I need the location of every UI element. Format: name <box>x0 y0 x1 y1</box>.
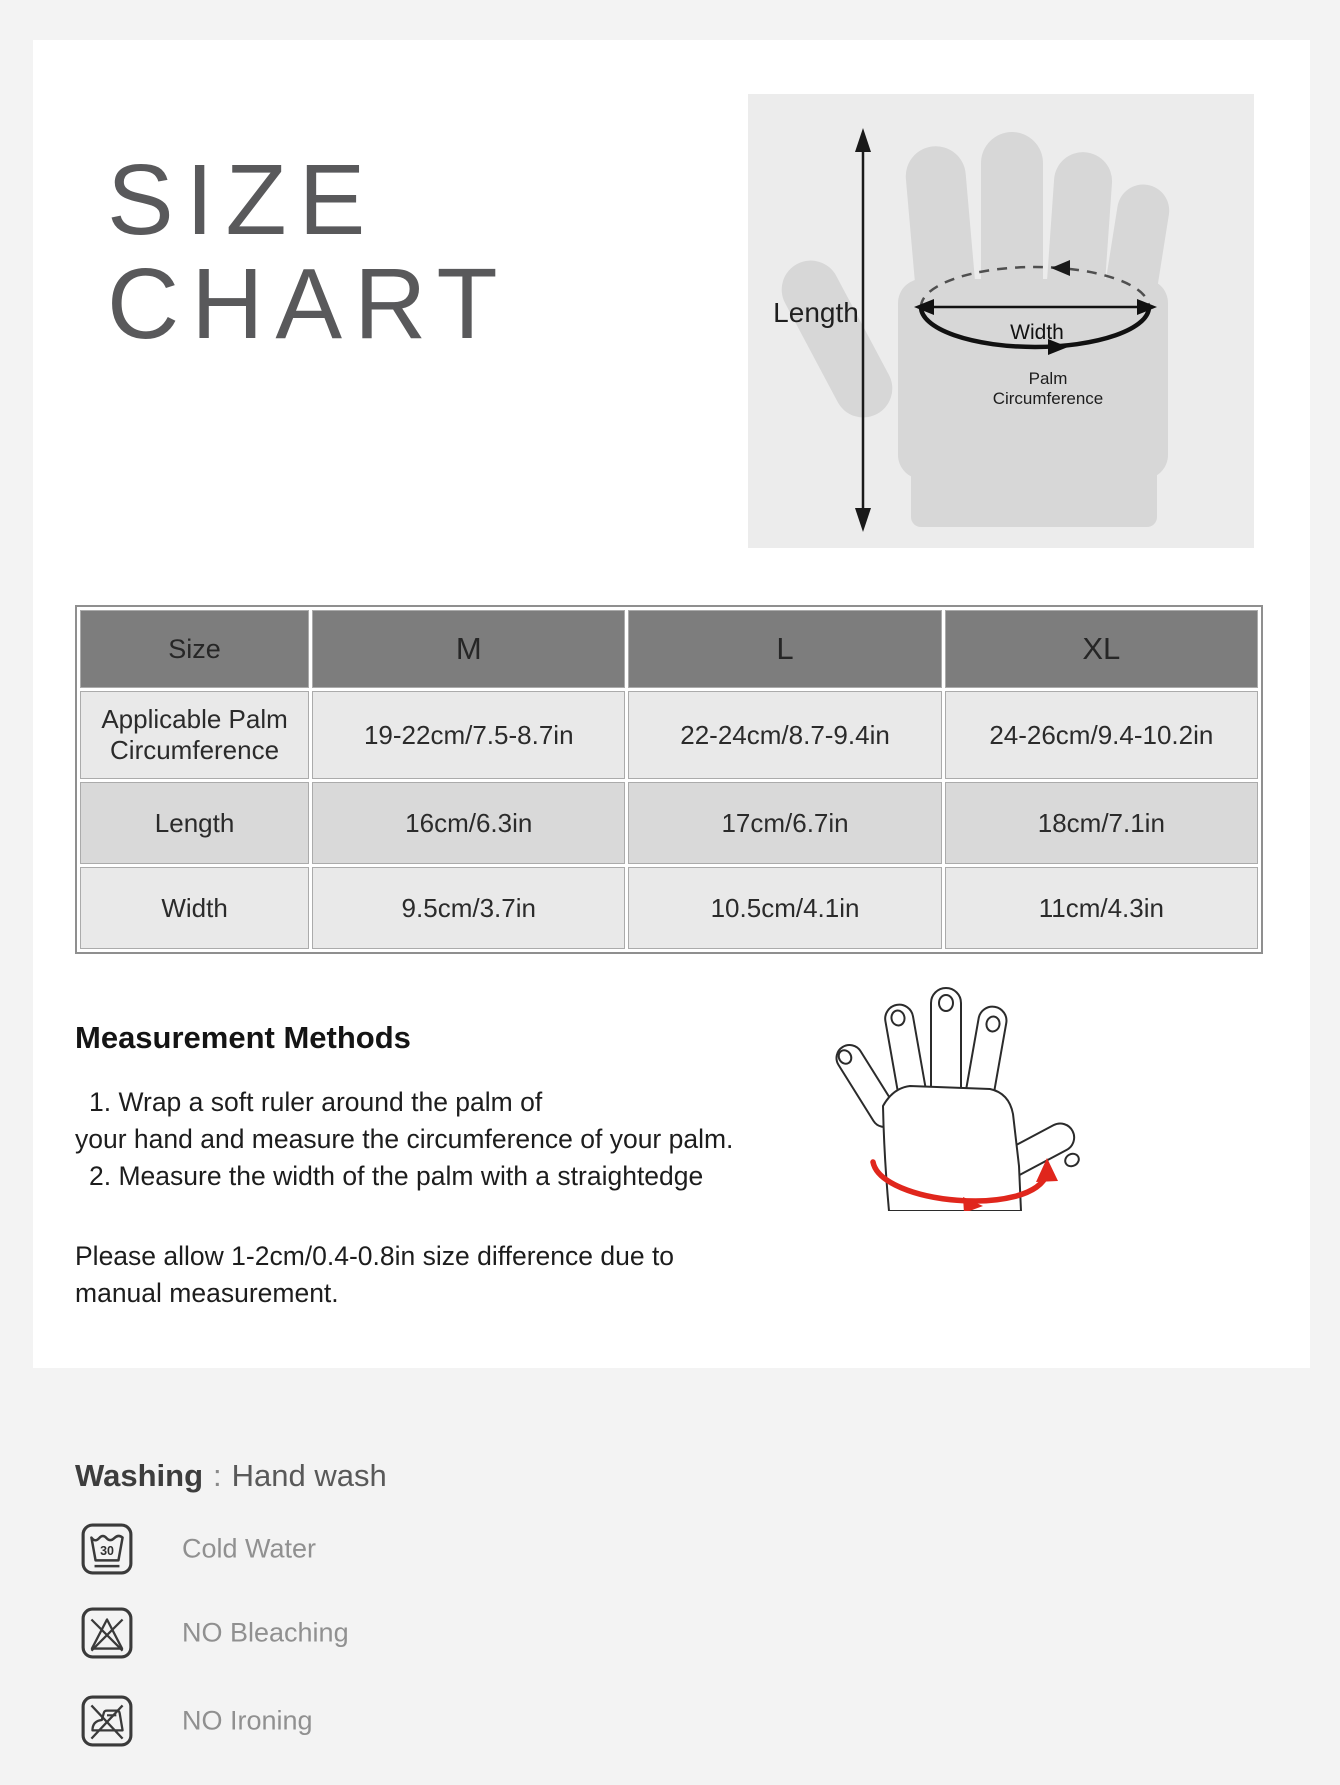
width-label: Width <box>1010 321 1064 344</box>
no-bleach-icon <box>80 1606 134 1660</box>
measurement-step2: 2. Measure the width of the palm with a straightedge <box>89 1161 704 1191</box>
size-table-container <box>75 605 1263 954</box>
no-iron-icon <box>80 1694 134 1748</box>
glove-illustration <box>748 94 1254 548</box>
measurement-note-line2: manual measurement. <box>75 1278 339 1308</box>
measurement-methods-heading: Measurement Methods <box>75 1020 411 1055</box>
length-label: Length <box>773 297 859 328</box>
table-row <box>80 691 1258 779</box>
washing-heading <box>75 1458 387 1494</box>
washing-heading-value: Hand wash <box>231 1458 387 1493</box>
table-row <box>80 782 1258 864</box>
measurement-step1: 1. Wrap a soft ruler around the palm of <box>89 1087 543 1117</box>
row-label-width: Width <box>80 867 309 949</box>
table-header-row <box>80 610 1258 688</box>
header-m: M <box>312 610 625 688</box>
washing-heading-separator: : <box>213 1458 222 1493</box>
glove-shape <box>771 132 1172 527</box>
cell-palm-l: 22-24cm/8.7-9.4in <box>628 691 941 779</box>
cell-length-xl: 18cm/7.1in <box>945 782 1258 864</box>
row-label-length: Length <box>80 782 309 864</box>
page-title <box>107 144 510 360</box>
hand-illustration <box>785 956 1105 1211</box>
palm-circumference-label-line2: Circumference <box>992 389 1104 408</box>
cell-width-l: 10.5cm/4.1in <box>628 867 941 949</box>
wash-temp-label: 30 <box>100 1544 114 1559</box>
row-label-palm-circumference: Applicable Palm Circumference <box>80 691 309 779</box>
measurement-step1-cont: your hand and measure the circumference of your palm. <box>75 1124 734 1154</box>
cell-palm-m: 19-22cm/7.5-8.7in <box>312 691 625 779</box>
header-xl: XL <box>945 610 1258 688</box>
size-table <box>75 605 1263 954</box>
glove-diagram <box>748 94 1254 548</box>
measurement-note <box>75 1238 715 1312</box>
cell-length-m: 16cm/6.3in <box>312 782 625 864</box>
washing-heading-label: Washing <box>75 1458 204 1493</box>
measurement-steps <box>75 1084 735 1195</box>
header-l: L <box>628 610 941 688</box>
cell-width-xl: 11cm/4.3in <box>945 867 1258 949</box>
cell-width-m: 9.5cm/3.7in <box>312 867 625 949</box>
measurement-note-line1: Please allow 1-2cm/0.4-0.8in size difference due to <box>75 1241 675 1271</box>
care-label-no-bleaching: NO Bleaching <box>182 1617 349 1648</box>
care-label-no-ironing: NO Ironing <box>182 1705 313 1736</box>
table-row <box>80 867 1258 949</box>
care-label-cold-water: Cold Water <box>182 1533 317 1564</box>
page-title-line1: SIZE <box>107 144 378 256</box>
page-title-line2: CHART <box>107 248 510 360</box>
cell-length-l: 17cm/6.7in <box>628 782 941 864</box>
content-card <box>33 40 1310 1368</box>
wash-30-icon <box>80 1522 134 1576</box>
hand-measurement-illustration <box>785 956 1105 1211</box>
header-size: Size <box>80 610 309 688</box>
palm-circumference-label-line1: Palm <box>1028 369 1068 388</box>
cell-palm-xl: 24-26cm/9.4-10.2in <box>945 691 1258 779</box>
